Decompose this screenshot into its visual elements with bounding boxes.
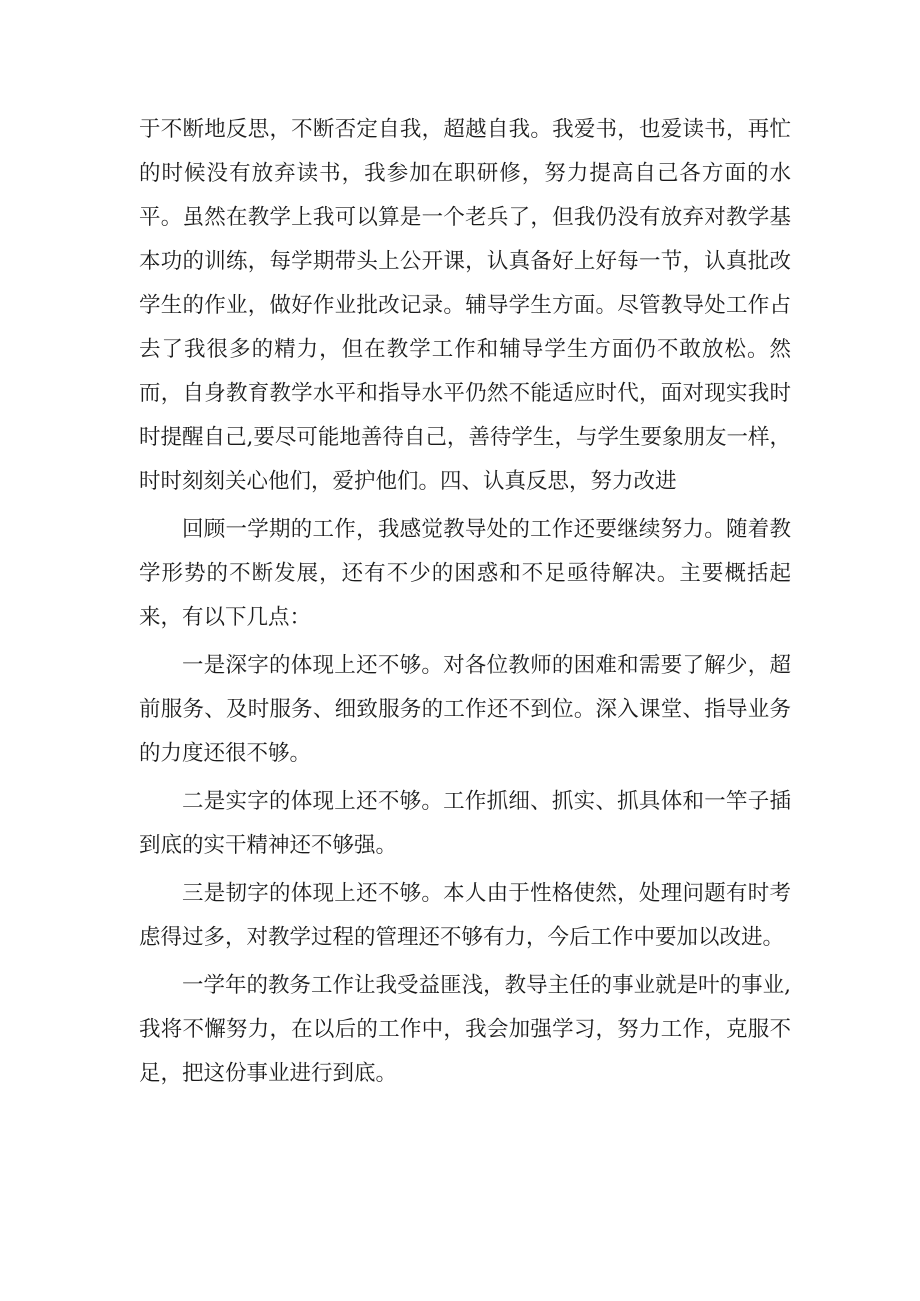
paragraph-point-one: 一是深字的体现上还不够。对各位教师的困难和需要了解少，超前服务、及时服务、细致服务的工作还不到位。深入课堂、指导业务的力度还很不够。 [139, 653, 791, 766]
paragraph-point-three: 三是韧字的体现上还不够。本人由于性格使然，处理问题有时考虑得过多，对教学过程的管理还不够有力，今后工作中要加以改进。 [139, 881, 791, 950]
paragraph-conclusion: 一学年的教务工作让我受益匪浅，教导主任的事业就是叶的事业,我将不懈努力，在以后的工作中，我会加强学习，努力工作，克服不足，把这份事业进行到底。 [139, 973, 791, 1086]
document-body [139, 108, 791, 1100]
paragraph-point-two: 二是实字的体现上还不够。工作抓细、抓实、抓具体和一竿子插到底的实干精神还不够强。 [139, 789, 791, 858]
paragraph-reflection: 于不断地反思，不断否定自我，超越自我。我爱书，也爱读书，再忙的时候没有放弃读书，我参加在职研修，努力提高自己各方面的水平。虽然在教学上我可以算是一个老兵了，但我仍没有放弃对教学基本功的训练，每学期带头上公开课，认真备好上好每一节，认真批改学生的作业，做好作业批改记录。辅导学生方面。尽管教导处工作占去了我很多的精力，但在教学工作和辅导学生方面仍不敢放松。然而，自身教育教学水平和指导水平仍然不能适应时代，面对现实我时时提醒自己,要尽可能地善待自己，善待学生，与学生要象朋友一样，时时刻刻关心他们，爱护他们。四、认真反思，努力改进 [139, 117, 791, 494]
paragraph-review: 回顾一学期的工作，我感觉教导处的工作还要继续努力。随着教学形势的不断发展，还有不少的困惑和不足亟待解决。主要概括起来，有以下几点： [139, 517, 791, 630]
